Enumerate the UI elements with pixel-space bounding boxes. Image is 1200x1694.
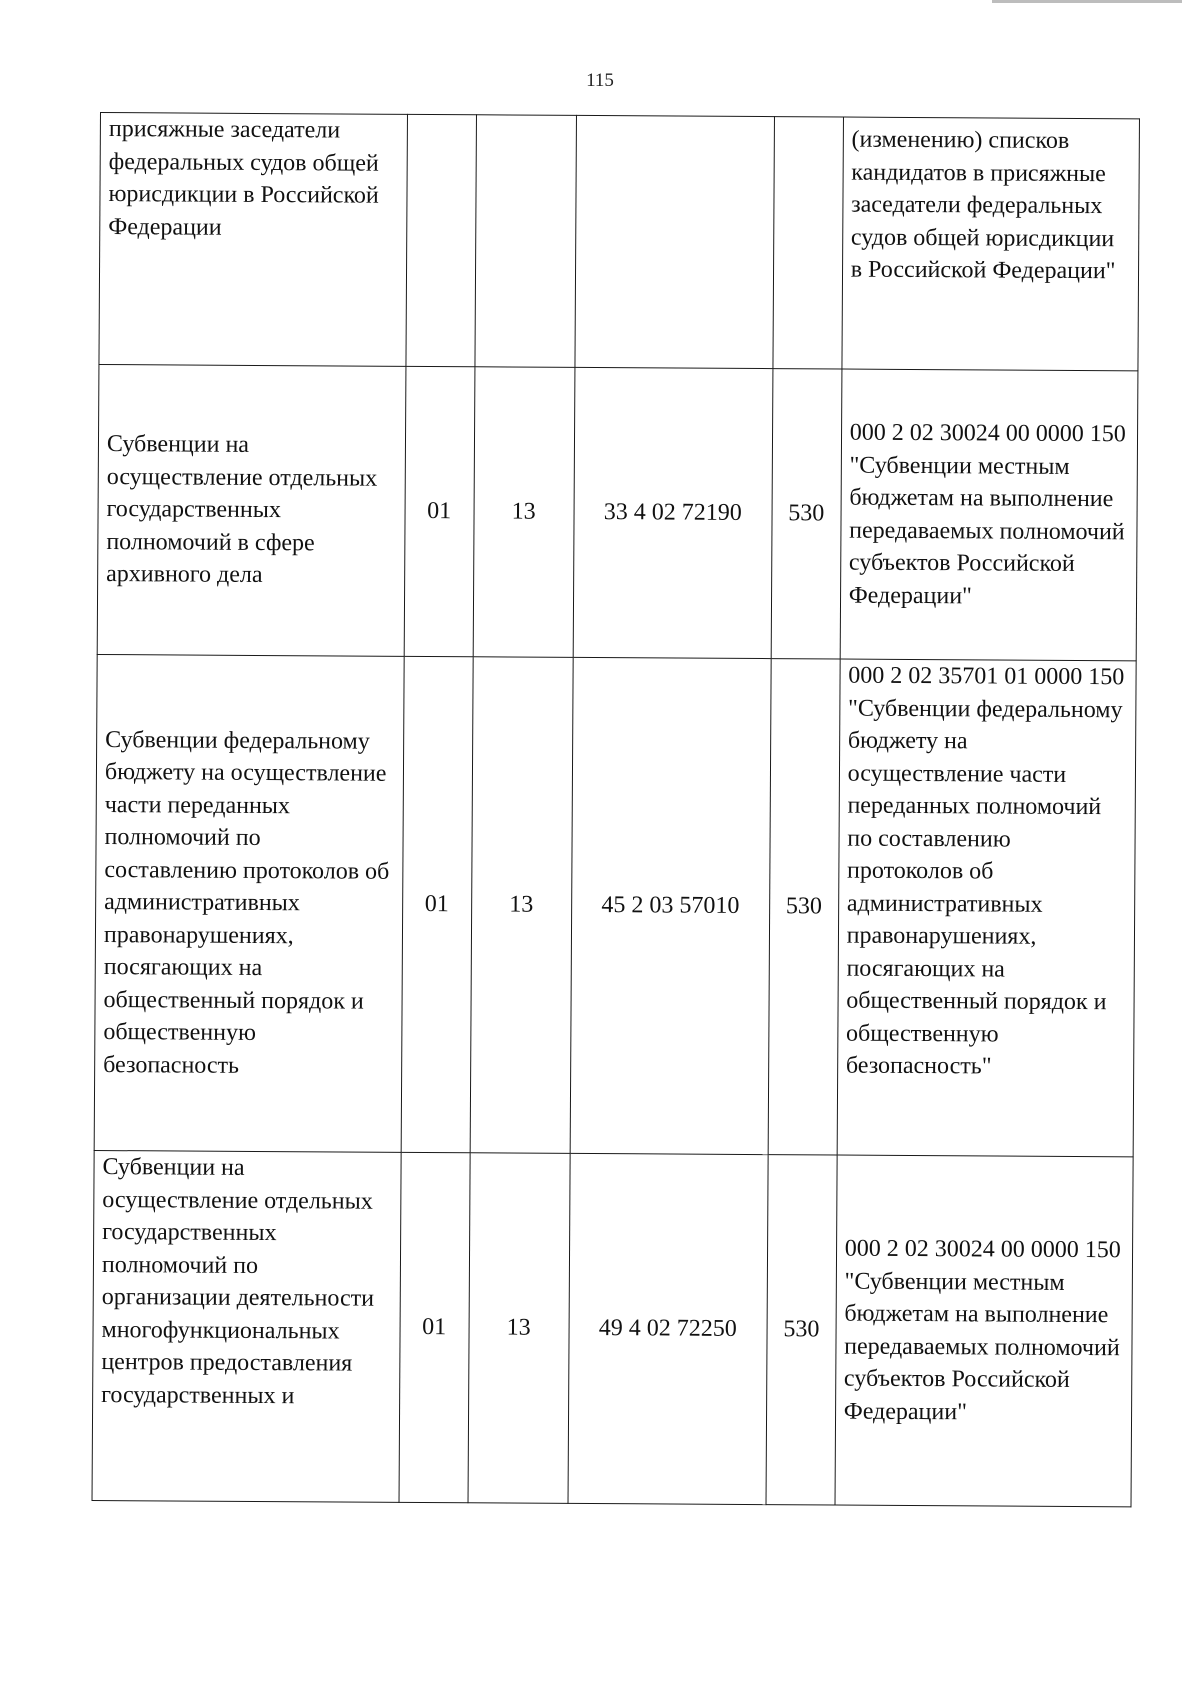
section-code-cell: 01 xyxy=(401,656,473,1152)
table-row xyxy=(92,1150,1133,1506)
revenue-code-cell: 000 2 02 30024 00 0000 150 "Субвенции местным бюджетам на выполнение передаваемых полномочий субъектов Российской Федерации" xyxy=(835,1155,1133,1507)
target-article-cell: 49 4 02 72250 xyxy=(568,1153,768,1504)
row-name-cell: Субвенции федеральному бюджету на осуществление части переданных полномочий по составлению протоколов об административных правонарушениях, посягающих на общественный порядок и общественную безопасность xyxy=(94,654,404,1152)
target-article-cell: 45 2 03 57010 xyxy=(570,657,771,1154)
table-row xyxy=(99,113,1140,371)
row-name-cell: присяжные заседатели федеральных судов общей юрисдикции в Российской Федерации xyxy=(99,113,407,367)
budget-table xyxy=(92,112,1140,1507)
page-number: 115 xyxy=(586,70,614,91)
table-row xyxy=(94,654,1136,1156)
subsection-code-cell: 13 xyxy=(468,1153,570,1504)
row-name-cell: Субвенции на осуществление отдельных государственных полномочий по организации деятельности многофункциональных центров предоставления государственных и xyxy=(92,1150,401,1502)
section-code-cell: 01 xyxy=(404,366,475,656)
subsection-code-cell: 13 xyxy=(473,367,575,658)
expense-type-cell: 530 xyxy=(771,369,842,659)
revenue-code-cell: (изменению) списков кандидатов в присяжные заседатели федеральных судов общей юрисдикции в Российской Федерации" xyxy=(842,117,1140,371)
row-name-cell: Субвенции на осуществление отдельных государственных полномочий в сфере архивного дела xyxy=(97,364,405,656)
revenue-code-cell: 000 2 02 35701 01 0000 150 "Субвенции федеральному бюджету на осуществление части переданных полномочий по составлению протоколов об административных правонарушениях, посягающих на общественный порядок и общественную безопасность" xyxy=(837,659,1136,1157)
revenue-code-cell: 000 2 02 30024 00 0000 150 "Субвенции местным бюджетам на выполнение передаваемых полномочий субъектов Российской Федерации" xyxy=(840,369,1138,661)
section-code-cell xyxy=(406,114,476,366)
section-code-cell: 01 xyxy=(399,1152,470,1502)
target-article-cell: 33 4 02 72190 xyxy=(573,367,773,658)
table-row xyxy=(97,364,1138,660)
expense-type-cell: 530 xyxy=(768,659,840,1155)
expense-type-cell: 530 xyxy=(766,1155,837,1505)
subsection-code-cell: 13 xyxy=(470,657,573,1154)
scan-edge-mark xyxy=(992,0,1182,3)
target-article-cell xyxy=(575,115,775,368)
expense-type-cell xyxy=(773,117,843,369)
subsection-code-cell xyxy=(474,115,576,368)
